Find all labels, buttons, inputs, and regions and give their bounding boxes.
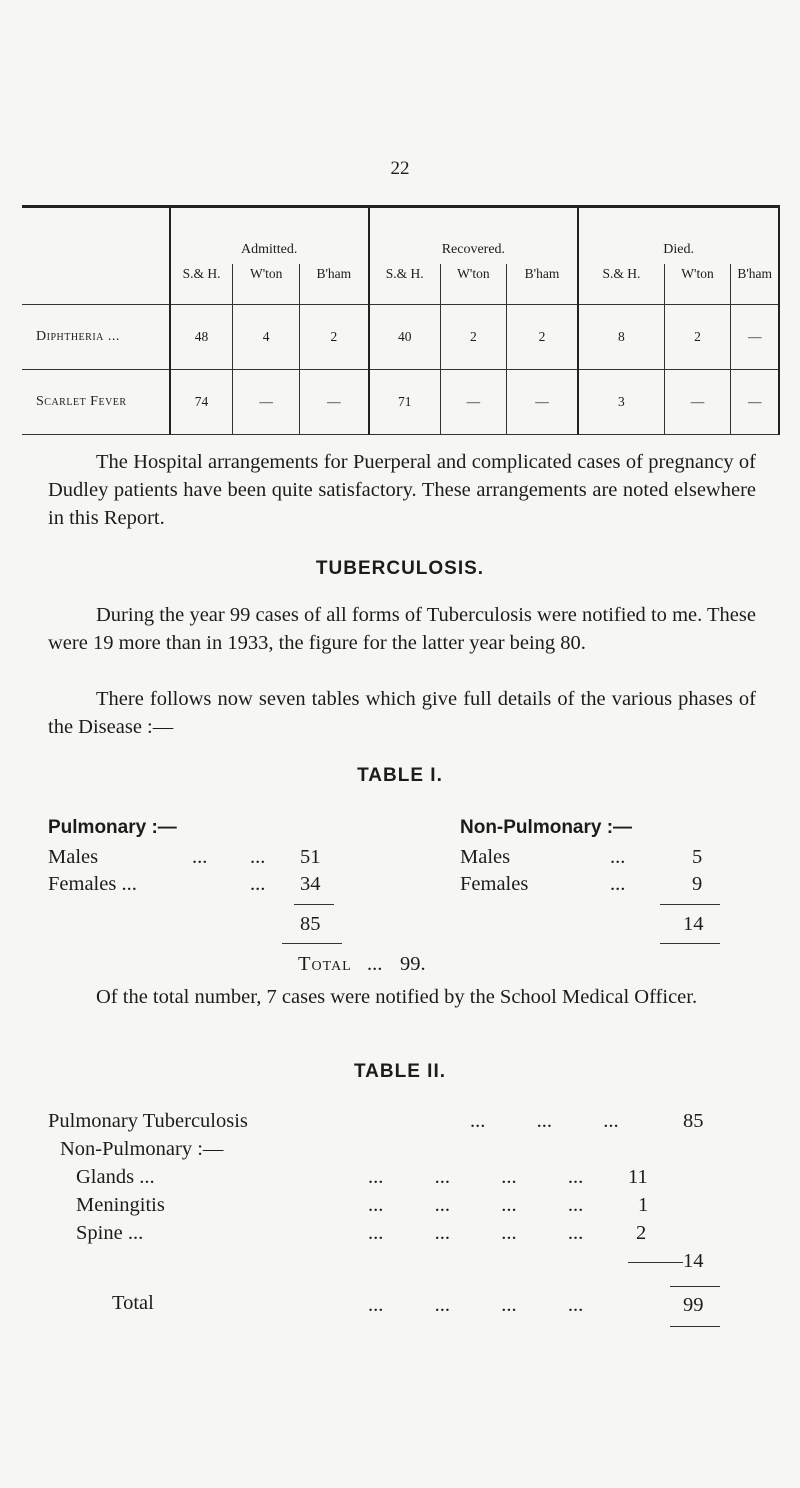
spine-label: Spine ... (76, 1222, 144, 1244)
paragraph-school: Of the total number, 7 cases were notified by the School Medical Officer. (96, 986, 698, 1008)
paragraph-hospital: The Hospital arrangements for Puerperal and complicated cases of pregnancy of Dudley patients have been quite satisfactory. These arrangements are noted elsewhere in this Report. (48, 451, 756, 529)
row-label: Diphtheria ... (22, 305, 170, 370)
col-header-bham: B'ham (506, 264, 578, 305)
col-header-bham: B'ham (300, 264, 369, 305)
cell: 8 (578, 305, 664, 370)
dots: ... (192, 846, 208, 868)
group-header-recovered: Recovered. (369, 207, 579, 265)
col-header-bham: B'ham (731, 264, 779, 305)
rule (628, 1262, 683, 1263)
pulm-females-label: Females ... (48, 873, 137, 895)
rule (294, 904, 334, 905)
table-1-title: TABLE I. (357, 765, 443, 786)
rule (670, 1326, 720, 1327)
cell: — (664, 370, 731, 435)
glands-label: Glands ... (76, 1166, 155, 1188)
paragraph-tables-intro: There follows now seven tables which give full details of the various phases of the Disease :— (48, 688, 756, 738)
group-header-admitted: Admitted. (170, 207, 369, 265)
pulmonary-heading: Pulmonary :— (48, 817, 177, 838)
col-header-wton: W'ton (440, 264, 506, 305)
rule (670, 1286, 720, 1287)
cell: — (440, 370, 506, 435)
rule (660, 943, 720, 944)
dots: ... (610, 846, 626, 868)
dots: ... ... ... ... (368, 1294, 584, 1316)
group-header-died: Died. (578, 207, 779, 265)
non-pulmonary-heading: Non-Pulmonary :— (460, 817, 633, 838)
spine-value: 2 (636, 1222, 647, 1244)
col-header-sh: S.& H. (170, 264, 233, 305)
cell: — (233, 370, 300, 435)
page-number: 22 (390, 158, 410, 179)
meningitis-value: 1 (638, 1194, 649, 1216)
np-males-value: 5 (692, 846, 703, 868)
pulm-females-value: 34 (300, 873, 321, 895)
row-label: Scarlet Fever (22, 370, 170, 435)
cell: 2 (664, 305, 731, 370)
cell: 2 (440, 305, 506, 370)
dots: ... (610, 873, 626, 895)
total-label: Total (298, 953, 352, 975)
cell: 4 (233, 305, 300, 370)
pulm-total: 85 (300, 913, 321, 935)
outcomes-table (22, 205, 780, 435)
col-header-sh: S.& H. (578, 264, 664, 305)
dots: ... ... ... ... (368, 1194, 584, 1216)
cell: 48 (170, 305, 233, 370)
non-pulmonary-subtotal: 14 (683, 1250, 704, 1272)
col-header-wton: W'ton (664, 264, 731, 305)
grand-total: 99. (400, 953, 426, 975)
col-header-wton: W'ton (233, 264, 300, 305)
cell: 2 (300, 305, 369, 370)
rule (282, 943, 342, 944)
dots: ... (250, 873, 266, 895)
section-heading-tuberculosis: TUBERCULOSIS. (315, 558, 485, 579)
cell: — (300, 370, 369, 435)
non-pulmonary-label: Non-Pulmonary :— (60, 1138, 224, 1160)
np-males-label: Males (460, 846, 511, 868)
pulm-males-value: 51 (300, 846, 321, 868)
rule (660, 904, 720, 905)
cell: 2 (506, 305, 578, 370)
dots: ... ... ... ... (368, 1222, 584, 1244)
col-header-sh: S.& H. (369, 264, 441, 305)
cell: — (731, 305, 779, 370)
dots: ... ... ... (470, 1110, 619, 1132)
table-row (22, 305, 779, 370)
meningitis-label: Meningitis (76, 1194, 165, 1216)
cell: 71 (369, 370, 441, 435)
np-females-value: 9 (692, 873, 703, 895)
cell: — (731, 370, 779, 435)
paragraph-notified: During the year 99 cases of all forms of Tuberculosis were notified to me. These were 19 more than in 1933, the figure for the latter year being 80. (48, 604, 756, 654)
pulm-males-label: Males (48, 846, 99, 868)
table-2-title: TABLE II. (353, 1061, 447, 1082)
table-row (22, 370, 779, 435)
pulmonary-tb-value: 85 (683, 1110, 704, 1132)
table-2-total-label: Total (112, 1292, 154, 1314)
cell: — (506, 370, 578, 435)
cell: 74 (170, 370, 233, 435)
glands-value: 11 (628, 1166, 648, 1188)
np-females-label: Females (460, 873, 529, 895)
np-total: 14 (683, 913, 704, 935)
dots: ... ... ... ... (368, 1166, 584, 1188)
dots: ... (250, 846, 266, 868)
dots: ... (367, 953, 383, 975)
cell: 3 (578, 370, 664, 435)
table-2-total-value: 99 (683, 1294, 704, 1316)
pulmonary-tb-label: Pulmonary Tuberculosis (48, 1110, 248, 1132)
cell: 40 (369, 305, 441, 370)
